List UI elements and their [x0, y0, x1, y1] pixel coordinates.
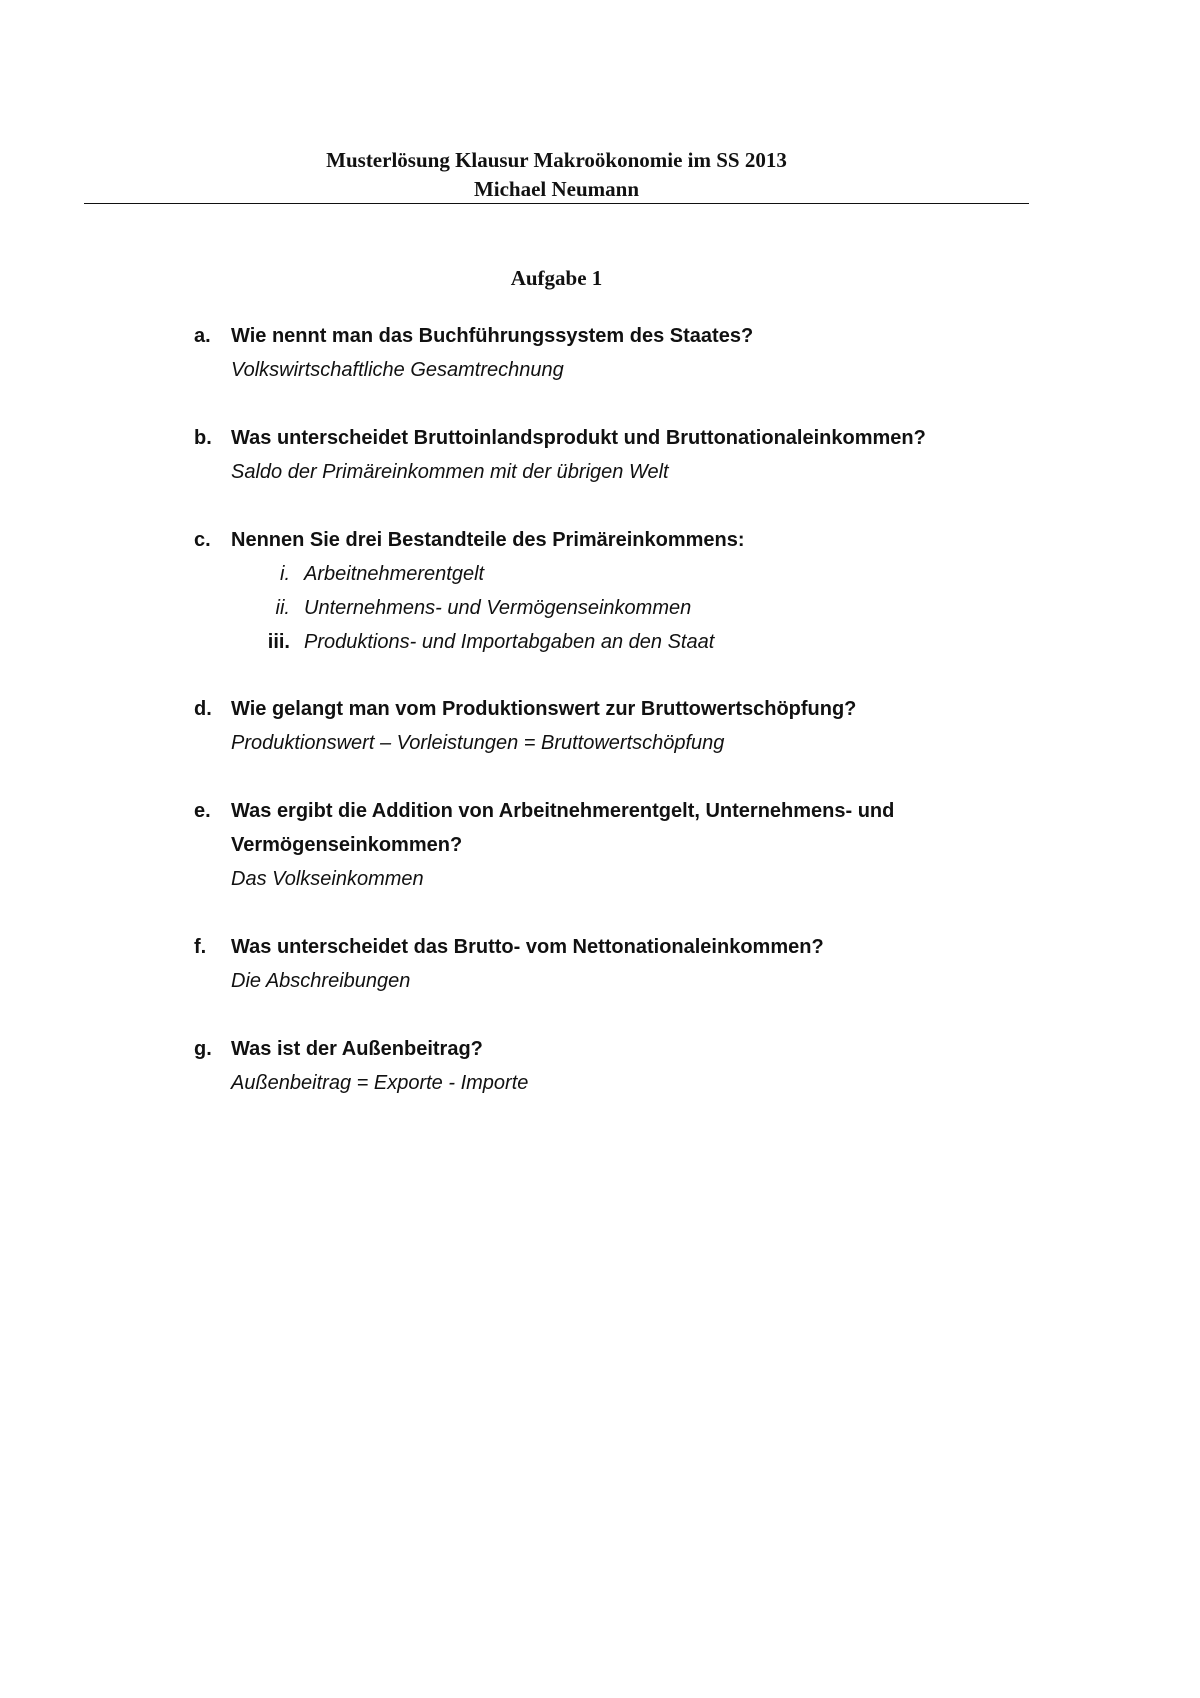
- list-item-text: Produktions- und Importabgaben an den Staat: [304, 631, 715, 653]
- question-b: [194, 421, 1014, 489]
- question-e: [194, 794, 1014, 896]
- question-c: [194, 523, 1014, 659]
- question-letter: b.: [194, 427, 212, 449]
- question-f: [194, 930, 1014, 998]
- document-author: Michael Neumann: [473, 177, 640, 201]
- answer-text: Das Volkseinkommen: [231, 868, 424, 890]
- question-letter: d.: [194, 698, 212, 720]
- question-letter: f.: [194, 936, 207, 958]
- list-item-text: Unternehmens- und Vermögenseinkommen: [304, 597, 692, 619]
- document-title: Musterlösung Klausur Makroökonomie im SS 2013: [326, 148, 787, 172]
- question-text: Was unterscheidet das Brutto- vom Nettonationaleinkommen?: [231, 936, 824, 958]
- answer-text: Außenbeitrag = Exporte - Importe: [231, 1072, 529, 1094]
- question-letter: a.: [194, 325, 211, 347]
- list-item-number: ii.: [275, 597, 290, 619]
- section-title: Aufgabe 1: [510, 266, 603, 290]
- question-text: Was ergibt die Addition von Arbeitnehmerentgelt, Unternehmens- und Vermögenseinkommen?: [231, 800, 895, 856]
- question-d: [194, 692, 1014, 760]
- list-item-text: Arbeitnehmerentgelt: [304, 563, 485, 585]
- question-letter: e.: [194, 800, 211, 822]
- question-g: [194, 1032, 1014, 1100]
- answer-text: Die Abschreibungen: [231, 970, 411, 992]
- question-text: Wie gelangt man vom Produktionswert zur Bruttowertschöpfung?: [231, 698, 857, 720]
- question-text: Was ist der Außenbeitrag?: [231, 1038, 483, 1060]
- question-text: Nennen Sie drei Bestandteile des Primäreinkommens:: [231, 529, 745, 551]
- question-letter: c.: [194, 529, 211, 551]
- list-item: [231, 625, 1014, 659]
- question-letter: g.: [194, 1038, 212, 1060]
- header-divider: [84, 203, 1029, 204]
- list-item: [231, 591, 1014, 625]
- list-item-number: i.: [280, 563, 290, 585]
- question-text: Was unterscheidet Bruttoinlandsprodukt und Bruttonationaleinkommen?: [231, 427, 926, 449]
- answer-text: Produktionswert – Vorleistungen = Bruttowertschöpfung: [231, 732, 725, 754]
- answer-text: Volkswirtschaftliche Gesamtrechnung: [231, 359, 564, 381]
- document-header: [84, 146, 1029, 204]
- list-item: [231, 557, 1014, 591]
- question-a: [194, 319, 1014, 387]
- answer-text: Saldo der Primäreinkommen mit der übrigen Welt: [231, 461, 669, 483]
- list-item-number: iii.: [267, 631, 290, 653]
- question-text: Wie nennt man das Buchführungssystem des Staates?: [231, 325, 754, 347]
